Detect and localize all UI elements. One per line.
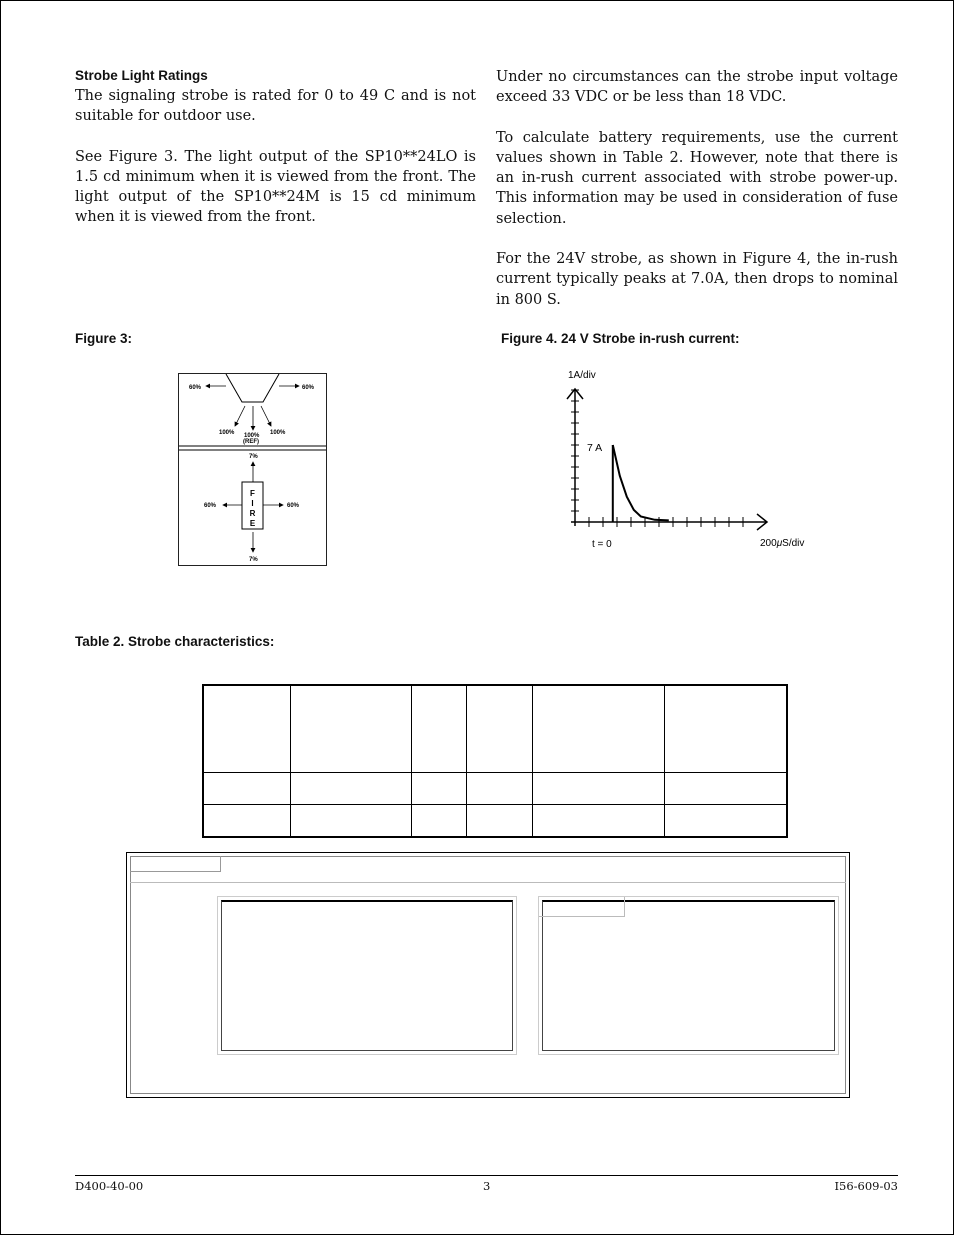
table-cell xyxy=(467,773,533,805)
table-cell xyxy=(412,773,467,805)
figure4-chart xyxy=(560,362,820,557)
paragraph-battery-requirements: To calculate battery requirements, use the current values shown in Table 2. However, note that there is an in-rush current associated with strobe power-up. This information may be used in consideration of fuse selection. xyxy=(496,129,898,227)
section-heading-strobe-ratings: Strobe Light Ratings xyxy=(75,68,208,83)
strobe-characteristics-table xyxy=(202,684,788,838)
y-axis-unit-label: 1A/div xyxy=(568,370,596,381)
table-cell xyxy=(291,805,412,838)
label-bottom-right: 100% xyxy=(270,430,286,436)
label-top-left: 60% xyxy=(189,385,202,391)
table-cell xyxy=(203,773,291,805)
table-header-cell xyxy=(412,685,467,773)
table-header-cell xyxy=(665,685,788,773)
footer-page-number: 3 xyxy=(483,1179,491,1193)
label-top-right: 60% xyxy=(302,385,315,391)
figure4-caption: Figure 4. 24 V Strobe in-rush current: xyxy=(501,331,740,346)
empty-subpanel-right xyxy=(538,896,839,1055)
footer-form-number: I56-609-03 xyxy=(834,1179,898,1193)
fire-letter-e: E xyxy=(249,519,256,528)
subpanel-left-frame xyxy=(221,900,513,1051)
right-column xyxy=(496,67,898,310)
x-unit-suffix: S/div xyxy=(782,538,805,549)
paragraph-inrush-peak: For the 24V strobe, as shown in Figure 4, the in-rush current typically peaks at 7.0A, then drops to nominal in 800 S. xyxy=(496,251,898,308)
table-row xyxy=(203,773,787,805)
footer-doc-number: D400-40-00 xyxy=(75,1179,144,1193)
figure3-caption: Figure 3: xyxy=(75,331,133,346)
table-cell xyxy=(467,805,533,838)
x-unit-mu: μ xyxy=(776,538,783,549)
paragraph-light-output: See Figure 3. The light output of the SP10**24LO is 1.5 cd minimum when it is viewed from the front. The light output of the SP10**24M is 15 cd minimum when it is viewed from the front. xyxy=(75,148,476,226)
label-bottom-center: 100% xyxy=(244,433,260,439)
paragraph-input-voltage: Under no circumstances can the strobe input voltage exceed 33 VDC or be less than 18 VDC. xyxy=(496,69,898,106)
table-cell xyxy=(533,773,665,805)
arrow-down-right xyxy=(261,406,271,426)
empty-panel-rule xyxy=(130,882,846,883)
inrush-decay-curve xyxy=(613,445,669,520)
arrow-down-left xyxy=(235,406,245,426)
label-front-right: 60% xyxy=(287,503,300,509)
figure3-diagram xyxy=(179,374,326,565)
table-header-row xyxy=(203,685,787,773)
paragraph-temperature-rating: The signaling strobe is rated for 0 to 49 C and is not suitable for outdoor use. xyxy=(75,88,476,125)
table-header-cell xyxy=(467,685,533,773)
table-cell xyxy=(665,773,788,805)
left-column xyxy=(75,67,476,228)
chart-axes xyxy=(567,389,767,530)
table-header-cell xyxy=(203,685,291,773)
table-header-cell xyxy=(533,685,665,773)
table-cell xyxy=(412,805,467,838)
empty-subpanel-left xyxy=(217,896,517,1055)
fire-letter-r: R xyxy=(249,509,256,518)
table2-caption: Table 2. Strobe characteristics: xyxy=(75,634,275,649)
strobe-lens-outline xyxy=(226,374,279,402)
label-front-left: 60% xyxy=(204,503,217,509)
label-bottom-center-ref: (REF) xyxy=(243,439,259,445)
table-cell xyxy=(533,805,665,838)
label-front-bottom: 7% xyxy=(249,557,258,563)
label-bottom-left: 100% xyxy=(219,430,235,436)
table-cell xyxy=(291,773,412,805)
figure3-light-distribution xyxy=(178,373,327,566)
table-cell xyxy=(665,805,788,838)
x-unit-prefix: 200 xyxy=(760,538,777,549)
table-row xyxy=(203,805,787,838)
fire-letter-f: F xyxy=(250,489,255,498)
fire-letter-i: I xyxy=(251,499,254,508)
table-cell xyxy=(203,805,291,838)
footer-rule xyxy=(75,1175,898,1176)
empty-panel-tab xyxy=(130,856,221,872)
figure4-plot xyxy=(560,362,820,557)
subpanel-right-frame xyxy=(542,900,835,1051)
label-front-top: 7% xyxy=(249,454,258,460)
t0-label: t = 0 xyxy=(592,539,612,550)
x-axis-unit-label xyxy=(760,538,804,549)
table-header-cell xyxy=(291,685,412,773)
empty-subpanel-tab xyxy=(539,897,625,917)
peak-label: 7 A xyxy=(587,442,603,454)
